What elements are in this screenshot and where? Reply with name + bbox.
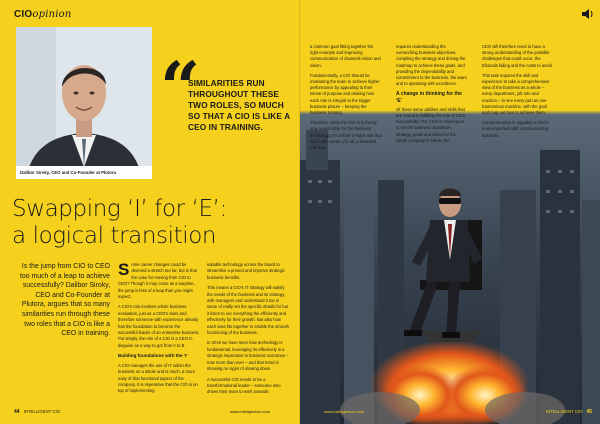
author-portrait <box>16 27 152 179</box>
headline <box>12 196 292 250</box>
paragraph: This means a CIO's IT strategy will satisfy the needs of the business and its strategy, with managers and understand it too in some of really set the specific details for but it listen to our everything the efficiently and effectively for their growth. But also how each area fits together to enable the smooth functioning of the business. <box>207 285 289 336</box>
paragraph: A successful CIO needs to be a transformational leader – someone who drives their team to work towards <box>207 376 281 395</box>
headline-line-2: a logical transition <box>12 223 217 249</box>
article-column-2 <box>207 262 289 400</box>
article-column-4 <box>396 44 468 148</box>
footer-right <box>546 409 592 415</box>
paragraph: A CIO manages the use of IT within the business on a whole and is much, a more easy of that functional aspect of the company. It is imperative that the CIO is on top of implementing <box>118 362 198 394</box>
paragraph: suitable technology across the board to streamline a primed and improve strategic business benefits. <box>207 262 285 280</box>
footer-url-right[interactable]: www.intelligentcio.com <box>324 409 365 414</box>
paragraph: a common goal fitting together the right example and improving communication of channels vision and vision. <box>310 44 381 68</box>
paragraph: CEO will therefore need to have a strong understanding of the possible challenges that could occur, the tribunals failing and the costs to avoid. <box>482 44 553 68</box>
magazine-name-left: INTELLIGENT CIO <box>23 409 61 414</box>
paragraph: Communication is arguably a CEO's most important skill: communicating business <box>482 120 550 138</box>
paragraph: Fundamentally, a CIO should be motivating the team to achieve higher performance by appealing to their sense of purpose and relating how each role is integral to the bigger business picture – keeping the business running. <box>310 72 380 116</box>
quote-mark: “ <box>160 46 201 129</box>
article-column-3 <box>310 44 382 155</box>
pull-quote: SIMILARITIES RUN THROUGHOUT THESE TWO ROLES, SO MUCH SO THAT A CIO IS LIKE A CEO IN TRAINING. <box>188 78 290 132</box>
page-number-right: 45 <box>586 409 592 415</box>
paragraph: Therefore, while the CIO is in theory only responsible for the business' technology, it's a front-to-back role that sits in the centre of it all, a business role that <box>310 120 382 151</box>
portrait-photo <box>16 27 152 179</box>
magazine-name-right: INTELLIGENT CIO <box>545 409 583 414</box>
paragraph: In 2019 we have seen how technology is fundamental, leveraging its effectively is a strategic imperative to business outcomes – now more than ever – and that trend is showing no signs of slowing down. <box>207 340 289 372</box>
paragraph <box>118 262 200 300</box>
subheading: A change in thinking for the ‘E’ <box>396 91 462 104</box>
standfirst: Is the jump from CIO to CEO too much of a leap to achieve successfully? Dalibor Siroky, CEO and Co-Founder at Plutora, argues that so many similarities run through these two roles that a CIO is like a CEO in training. <box>19 263 110 338</box>
headline-line-1: Swapping ‘I’ for ‘E’: <box>12 196 227 222</box>
paragraph-text: ome career changes could be deemed a stretch too far, but is that the case for moving from CIO to CEO? Though it may come as a surprise, the jump is less of a leap than you might expect. <box>118 262 197 300</box>
paragraph: requires understanding the overarching business objectives, compiling the strategy and driving the roadmap to achieve these goals, and providing the dependability and commitment to the business, the team and to operating with excellence. <box>396 44 467 87</box>
paragraph: Of these same abilities and skills that are critical to fulfilling the role of CEO successfully. The CEO is relied upon to set the business objectives, strategy, goals and vision for the whole company to follow, the <box>396 106 465 143</box>
section-tag <box>14 9 72 20</box>
dropcap: S <box>118 260 130 279</box>
paragraph: A CIO's role involves whole business evaluation, just as a CEO's does and therefore someone with experience already has the foundation to become the successful leader of an enterprise business. Put simply, the role of a CIO is a CEO in disguise as a way to get from A to B. <box>118 304 200 348</box>
section-prefix: CIO <box>14 9 33 20</box>
portrait-caption: Dalibor Siroky, CEO and Co-Founder at Plutora <box>16 166 152 179</box>
subheading: Building foundations with the ‘I’ <box>118 353 188 359</box>
page-number-left: 44 <box>14 409 20 415</box>
article-column-5 <box>482 44 554 143</box>
section-name: opinion <box>32 9 72 20</box>
right-page <box>300 0 600 424</box>
article-column-1 <box>118 262 200 399</box>
speaker-icon <box>582 9 594 19</box>
footer-url-left[interactable]: www.intelligentcio.com <box>230 409 271 414</box>
paragraph: This task requires the skill and experience to take a comprehensive view of the business as a whole – every department, job role and reaction – to see every part as one harmonious machine, with the goal and map out how to achieve them. <box>482 72 550 116</box>
spine-shadow <box>299 0 301 424</box>
footer-left <box>14 409 60 415</box>
